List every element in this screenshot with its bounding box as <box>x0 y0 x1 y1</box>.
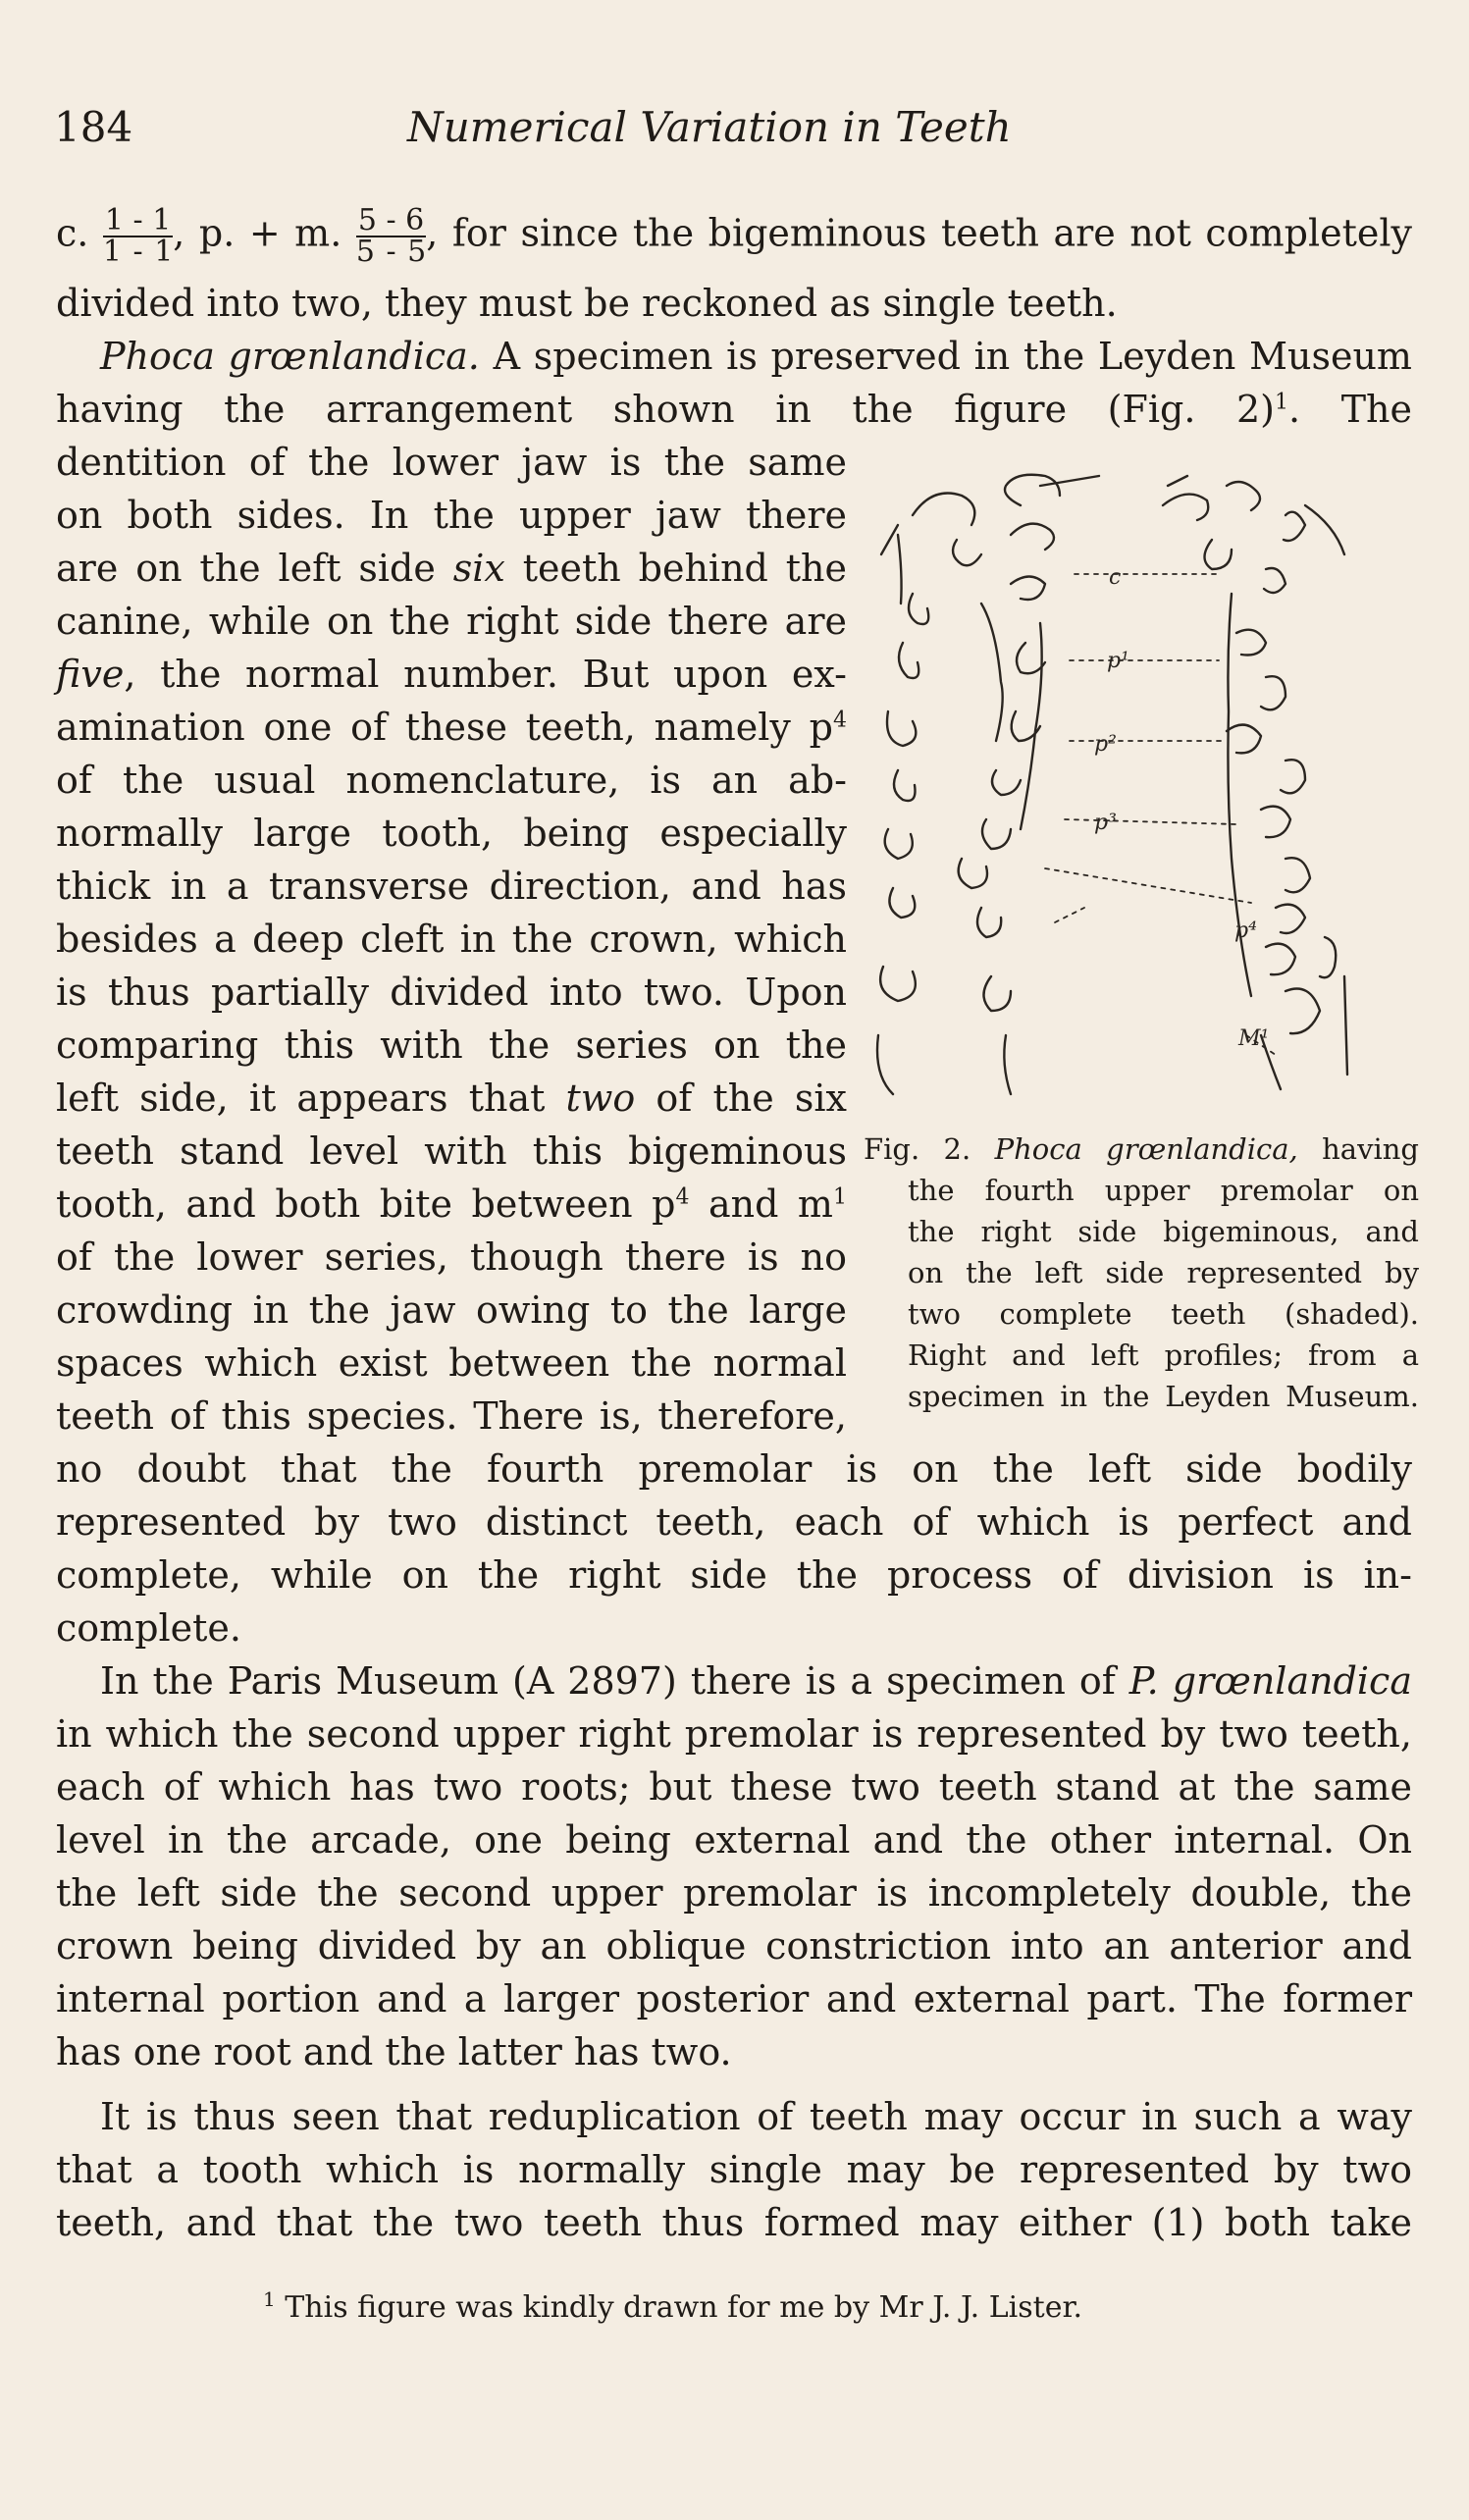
body-line: the left side the second upper premolar is incompletely double, the <box>56 1871 1412 1915</box>
body-line: no doubt that the fourth premolar is on the left side bodily <box>56 1447 1412 1491</box>
body-line: comparing this with the series on the <box>56 1024 847 1067</box>
body-line: spaces which exist between the normal <box>56 1341 847 1385</box>
figure-label: Fig. 2. <box>864 1132 971 1166</box>
body-line: dentition of the lower jaw is the same <box>56 441 847 484</box>
species-name: Phoca grœnlandica. <box>100 335 480 378</box>
body-line: is thus partially divided into two. Upon <box>56 971 847 1014</box>
label-m1: M¹ <box>1238 1026 1270 1051</box>
body-line: having the arrangement shown in the figure (Fig. 2)$^1$. The <box>56 388 1412 431</box>
running-title: Numerical Variation in Teeth <box>407 103 1012 151</box>
body-line: on both sides. In the upper jaw there <box>56 494 847 537</box>
running-header <box>54 98 1418 157</box>
body-line: has one root and the latter has two. <box>56 2030 732 2074</box>
footnote-marker: 1 <box>263 2287 276 2311</box>
body-line: divided into two, they must be reckoned as single teeth. <box>56 282 1118 325</box>
right-tooth-row <box>1163 476 1347 1089</box>
body-line: complete, while on the right side the process of division is in- <box>56 1553 1412 1597</box>
body-line: teeth stand level with this bigeminous <box>56 1129 847 1173</box>
footnote-text: This figure was kindly drawn for me by Mr J. J. Lister. <box>285 2290 1083 2325</box>
body-line: crowding in the jaw owing to the large <box>56 1288 847 1332</box>
body-line: tooth, and both bite between $p^4$ and $m^1$ <box>56 1182 847 1226</box>
premolar-molar-fraction: $\frac{5 - 6}{5 - 5}$ <box>355 203 427 269</box>
body-line: Phoca grœnlandica. A specimen is preserved in the Leyden Museum <box>100 335 1412 378</box>
caption-species: Phoca grœnlandica, <box>994 1132 1298 1166</box>
body-line: thick in a transverse direction, and has <box>56 865 847 908</box>
body-line: It is thus seen that reduplication of teeth may occur in such a way <box>100 2095 1412 2138</box>
body-line: represented by two distinct teeth, each of which is perfect and <box>56 1500 1412 1544</box>
body-line: amination one of these teeth, namely $p^4$ <box>56 706 847 749</box>
body-line: five, the normal number. But upon ex- <box>56 653 847 696</box>
label-p4: p⁴ <box>1234 919 1257 943</box>
body-line: normally large tooth, being especially <box>56 812 847 855</box>
label-c: c <box>1109 565 1122 590</box>
tooth-row-figure <box>873 446 1423 1114</box>
label-p1: p¹ <box>1107 649 1129 673</box>
body-line: canine, while on the right side there are <box>56 600 847 643</box>
body-line: in which the second upper right premolar is represented by two teeth, <box>56 1712 1412 1756</box>
formula-line: c. $\frac{1 - 1}{1 - 1}$ , p. + m. $\frac{5 - 6}{5 - 5}$ , for since the bigeminous teeth are not completely <box>56 203 1412 269</box>
body-line: In the Paris Museum (A 2897) there is a specimen of P. grœnlandica <box>100 1659 1412 1703</box>
label-p2: p² <box>1094 732 1117 757</box>
body-line: level in the arcade, one being external and the other internal. On <box>56 1818 1412 1862</box>
body-line: of the lower series, though there is no <box>56 1235 847 1279</box>
body-line: crown being divided by an oblique constriction into an anterior and <box>56 1924 1412 1968</box>
body-line: that a tooth which is normally single may be represented by two <box>56 2148 1412 2191</box>
body-line: teeth of this species. There is, therefore, <box>56 1394 847 1438</box>
left-tooth-row <box>877 475 1099 1094</box>
label-p3: p³ <box>1094 811 1117 835</box>
body-line: teeth, and that the two teeth thus formed may either (1) both take <box>56 2201 1412 2244</box>
body-line: each of which has two roots; but these two teeth stand at the same <box>56 1765 1412 1809</box>
footnote <box>263 2286 1342 2330</box>
page-number: 184 <box>54 103 133 151</box>
body-line: complete. <box>56 1606 241 1650</box>
body-line: left side, it appears that two of the six <box>56 1076 847 1120</box>
figure-caption: Fig. 2. Phoca grœnlandica, having the fourth upper premolar on the right side bigeminous, and on the left side represented by two complete teeth (shaded). Right and left profiles; from a specimen in the Leyden Museum. <box>864 1132 1419 1413</box>
leader-lines <box>1045 574 1276 1055</box>
body-line: besides a deep cleft in the crown, which <box>56 918 847 961</box>
body-line: internal portion and a larger posterior and external part. The former <box>56 1977 1412 2021</box>
body-line: of the usual nomenclature, is an ab- <box>56 759 847 802</box>
canine-fraction: $\frac{1 - 1}{1 - 1}$ <box>102 203 174 269</box>
body-line: are on the left side six teeth behind the <box>56 547 847 590</box>
